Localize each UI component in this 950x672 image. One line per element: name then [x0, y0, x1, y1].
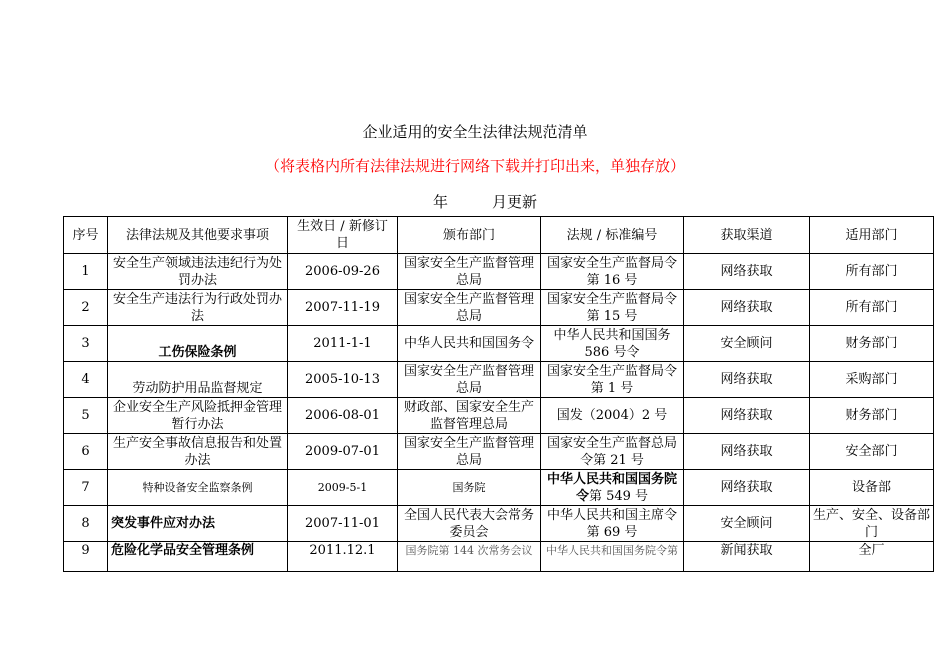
- table-row: [64, 542, 934, 572]
- issuing-department: 财政部、国家安全生产监督管理总局: [398, 398, 541, 434]
- regulation-code-rest: 第 549 号: [588, 488, 649, 504]
- table-row: [64, 506, 934, 542]
- applicable-department: 采购部门: [810, 362, 934, 398]
- effective-date: 2007-11-01: [288, 506, 398, 542]
- row-number: 4: [64, 362, 108, 398]
- update-year: 年: [433, 193, 449, 211]
- regulation-name: 安全生产领域违法违纪行为处罚办法: [108, 254, 288, 290]
- applicable-department: 财务部门: [810, 398, 934, 434]
- row-number: 8: [64, 506, 108, 542]
- row-number: 3: [64, 326, 108, 362]
- regulation-name: 特种设备安全监察条例: [108, 470, 288, 506]
- acquisition-channel: 新闻获取: [684, 542, 810, 572]
- row-number: 6: [64, 434, 108, 470]
- effective-date: 2011-1-1: [288, 326, 398, 362]
- applicable-department: 所有部门: [810, 290, 934, 326]
- table-row: [64, 326, 934, 362]
- issuing-department: 国务院第 144 次常务会议: [398, 542, 541, 572]
- table-row: [64, 470, 934, 506]
- header-cell: 法规 / 标准编号: [541, 217, 684, 254]
- table-header-row: [64, 217, 934, 254]
- regulation-code: 中华人民共和国国务586 号令: [541, 326, 684, 362]
- issuing-department: 国家安全生产监督管理总局: [398, 434, 541, 470]
- table-row: [64, 434, 934, 470]
- row-number: 5: [64, 398, 108, 434]
- row-number: 2: [64, 290, 108, 326]
- regulations-table: [63, 216, 934, 572]
- effective-date: 2007-11-19: [288, 290, 398, 326]
- regulation-name: 生产安全事故信息报告和处置办法: [108, 434, 288, 470]
- header-cell: 获取渠道: [684, 217, 810, 254]
- issuing-department: 国家安全生产监督管理总局: [398, 254, 541, 290]
- issuing-department: 国务院: [398, 470, 541, 506]
- effective-date: 2011.12.1: [288, 542, 398, 572]
- regulation-code: 国家安全生产监督局令第 1 号: [541, 362, 684, 398]
- header-cell: 序号: [64, 217, 108, 254]
- regulation-code: 国家安全生产监督局令第 16 号: [541, 254, 684, 290]
- acquisition-channel: 安全顾问: [684, 326, 810, 362]
- effective-date: 2009-5-1: [288, 470, 398, 506]
- table-row: [64, 398, 934, 434]
- issuing-department: 国家安全生产监督管理总局: [398, 290, 541, 326]
- regulation-name: 安全生产违法行为行政处罚办法: [108, 290, 288, 326]
- row-number: 9: [64, 542, 108, 572]
- row-number: 7: [64, 470, 108, 506]
- effective-date: 2006-08-01: [288, 398, 398, 434]
- applicable-department: 财务部门: [810, 326, 934, 362]
- acquisition-channel: 网络获取: [684, 254, 810, 290]
- table-row: [64, 362, 934, 398]
- acquisition-channel: 安全顾问: [684, 506, 810, 542]
- regulation-code: 国发（2004）2 号: [541, 398, 684, 434]
- regulation-code: 国家安全生产监督总局令第 21 号: [541, 434, 684, 470]
- acquisition-channel: 网络获取: [684, 398, 810, 434]
- issuing-department: 中华人民共和国国务令: [398, 326, 541, 362]
- document-title: 企业适用的安全生法律法规范清单: [362, 123, 588, 141]
- regulation-code: 中华人民共和国国务院令第: [541, 542, 684, 572]
- document-subtitle: （将表格内所有法律法规进行网络下载并打印出来，单独存放）: [264, 157, 685, 175]
- applicable-department: 设备部: [810, 470, 934, 506]
- table-row: [64, 254, 934, 290]
- applicable-department: 全厂: [810, 542, 934, 572]
- regulation-code: [541, 470, 684, 506]
- update-month: 月更新: [492, 193, 538, 211]
- header-cell: 生效日 / 新修订日: [288, 217, 398, 254]
- acquisition-channel: 网络获取: [684, 290, 810, 326]
- regulation-name: 企业安全生产风险抵押金管理暂行办法: [108, 398, 288, 434]
- acquisition-channel: 网络获取: [684, 434, 810, 470]
- issuing-department: 全国人民代表大会常务委员会: [398, 506, 541, 542]
- applicable-department: 安全部门: [810, 434, 934, 470]
- header-cell: 适用部门: [810, 217, 934, 254]
- regulation-code: 中华人民共和国主席令第 69 号: [541, 506, 684, 542]
- header-cell: 颁布部门: [398, 217, 541, 254]
- regulation-code: 国家安全生产监督局令第 15 号: [541, 290, 684, 326]
- effective-date: 2005-10-13: [288, 362, 398, 398]
- regulation-name: 危险化学品安全管理条例: [108, 542, 288, 572]
- update-line: [433, 191, 537, 212]
- effective-date: 2006-09-26: [288, 254, 398, 290]
- applicable-department: 生产、安全、设备部门: [810, 506, 934, 542]
- regulation-name: 突发事件应对办法: [108, 506, 288, 542]
- acquisition-channel: 网络获取: [684, 362, 810, 398]
- header-cell: 法律法规及其他要求事项: [108, 217, 288, 254]
- regulation-name: 劳动防护用品监督规定: [108, 362, 288, 398]
- applicable-department: 所有部门: [810, 254, 934, 290]
- regulation-name: 工伤保险条例: [108, 326, 288, 362]
- issuing-department: 国家安全生产监督管理总局: [398, 362, 541, 398]
- acquisition-channel: 网络获取: [684, 470, 810, 506]
- table-row: [64, 290, 934, 326]
- row-number: 1: [64, 254, 108, 290]
- effective-date: 2009-07-01: [288, 434, 398, 470]
- regulation-code-bold: 中华人民共和国国务院令: [546, 471, 677, 504]
